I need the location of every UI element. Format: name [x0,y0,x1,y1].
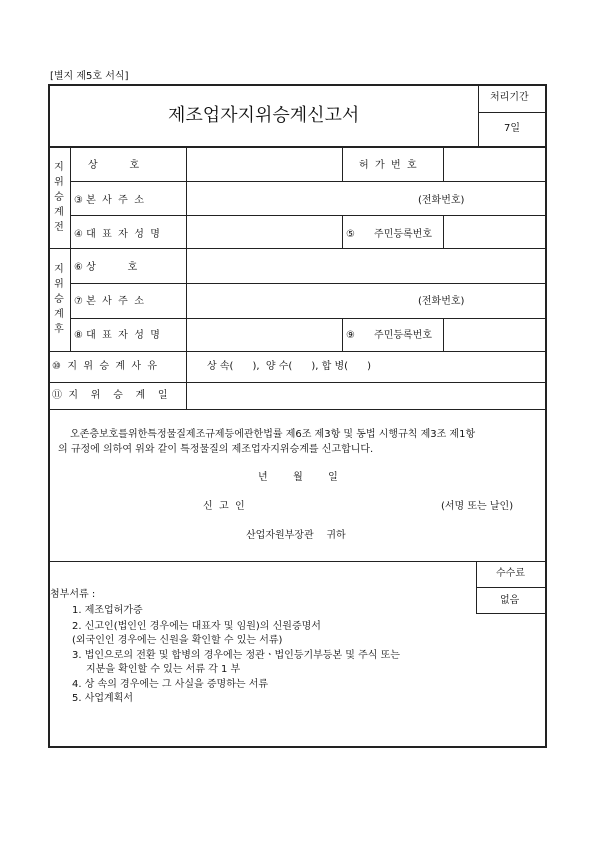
reason-value: 상 속( ), 양 수( ), 합 병( ) [207,361,372,372]
fee-value: 없음 [500,595,520,606]
after-resident-no-label: ⑨ 주민등록번호 [346,330,432,341]
declaration-line1: 오존층보호를위한특정물질제조규제등에관한법률 제6조 제3항 및 동법 시행규칙 제3조 제1항 [70,429,476,440]
attachment-item: 4. 상 속의 경우에는 그 사실을 증명하는 서류 [72,679,269,690]
processing-label: 처리기간 [490,92,529,103]
declaration-date: 년 월 일 [258,472,338,483]
attachment-item: (외국인인 경우에는 신원을 확인할 수 있는 서류) [72,635,283,646]
after-phone-label: (전화번호) [418,296,465,307]
signature-label: (서명 또는 날인) [441,501,514,512]
outer-border-left [48,84,50,748]
addressee: 산업자원부장관 귀하 [246,530,346,541]
permit-number-label: 허 가 번 호 [359,160,417,171]
form-label: [별지 제5호 서식] [50,71,129,82]
after-rep-name-label: ⑧ 대 표 자 성 명 [74,330,160,341]
attachment-item: 5. 사업계획서 [72,693,134,704]
processing-value: 7일 [504,123,521,134]
after-trade-name-label: ⑥ 상 호 [74,262,138,273]
attachment-item: 지분을 확인할 수 있는 서류 각 1 부 [86,664,241,675]
outer-border-right [545,84,547,748]
after-address-label: ⑦ 본 사 주 소 [74,296,144,307]
attachment-item: 1. 제조업허가증 [72,605,143,616]
reason-label: ⑩ 지 위 승 계 사 유 [52,361,158,372]
section-label-after: 지 위 승 계 후 [54,264,64,335]
attachments-title: 첨부서류 : [50,589,96,600]
declarant-label: 신 고 인 [203,501,245,512]
before-address-label: ③ 본 사 주 소 [74,195,144,206]
page-title: 제조업자지위승계신고서 [168,105,360,126]
outer-border-bottom [48,746,547,748]
before-trade-name-label: 상 호 [88,160,140,171]
attachment-item: 3. 법인으로의 전환 및 합병의 경우에는 정관ㆍ법인등기부등본 및 주식 또는 [72,650,400,661]
section-label-before: 지 위 승 계 전 [54,162,64,233]
outer-border-top [48,84,547,86]
date-label: ⑪ 지 위 승 계 일 [52,390,168,401]
before-rep-name-label: ④ 대 표 자 성 명 [74,229,160,240]
before-phone-label: (전화번호) [418,195,465,206]
fee-label: 수수료 [496,568,525,579]
declaration-line2: 의 규정에 의하여 위와 같이 특정물질의 제조업자지위승계를 신고합니다. [58,444,374,455]
attachment-item: 2. 신고인(법인인 경우에는 대표자 및 임원)의 신원증명서 [72,621,321,632]
before-resident-no-label: ⑤ 주민등록번호 [346,229,432,240]
